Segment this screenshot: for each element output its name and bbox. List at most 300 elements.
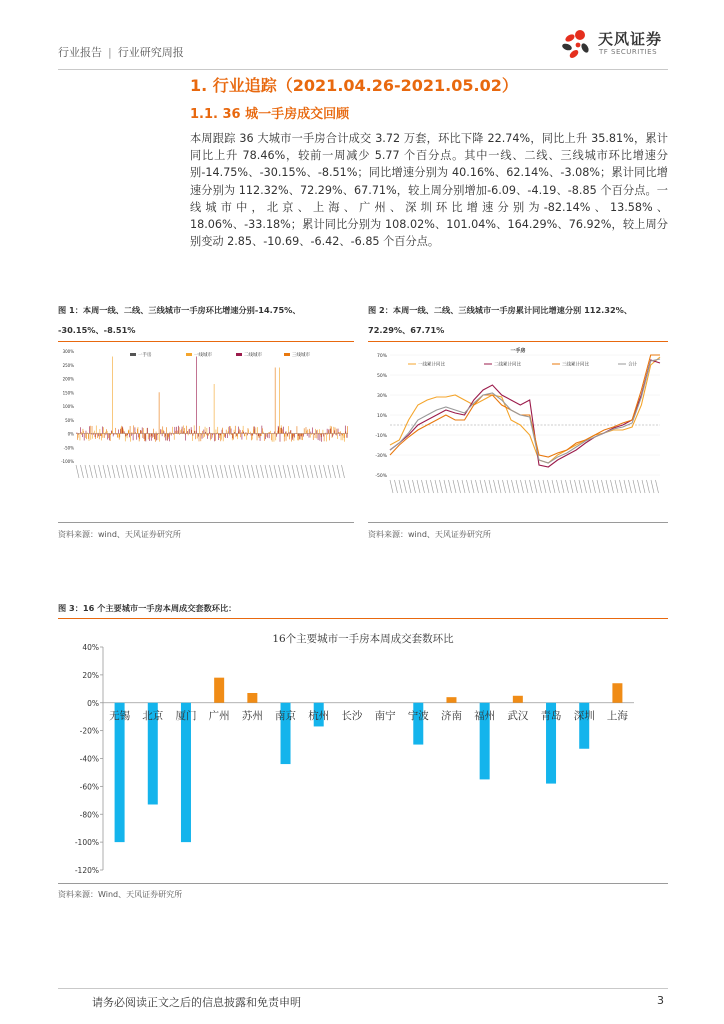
figure1-bar: [282, 429, 283, 433]
figure1-bar: [230, 426, 231, 433]
figure1-bar: [91, 434, 92, 440]
figure1-bar: [195, 434, 196, 440]
figure1-x-tick-label: [342, 465, 345, 478]
figure1-bar: [219, 434, 220, 436]
figure1-bar: [94, 433, 95, 434]
figure1-bar: [270, 431, 271, 434]
figure1-bar: [101, 434, 102, 441]
figure1-bar: [234, 432, 235, 433]
figure1-bar: [126, 434, 127, 437]
figure1-bar: [111, 431, 112, 434]
figure1-bar: [130, 434, 131, 442]
figure1-x-tick-label: [94, 465, 97, 478]
figure1-bar: [99, 434, 100, 440]
figure2-x-tick-label: [426, 480, 429, 493]
figure1-bar: [347, 426, 348, 433]
figure2-x-tick-label: [458, 480, 461, 493]
figure3-top-rule: [58, 618, 668, 619]
header-separator: |: [108, 46, 112, 59]
figure1-bar: [259, 434, 260, 438]
figure3-category-label: 北京: [142, 709, 164, 722]
figure1-y-tick-label: 150%: [62, 390, 74, 396]
figure2-y-tick-label: -30%: [375, 454, 387, 459]
figure1-bar: [327, 429, 328, 434]
figure1-bar: [332, 434, 333, 438]
figure1-x-tick-label: [175, 465, 178, 478]
figure1-bar: [269, 432, 270, 433]
figure1-bar: [153, 434, 154, 437]
figure2-x-tick-label: [471, 480, 474, 493]
figure2-x-tick-label: [647, 480, 650, 493]
figure1-bar: [308, 430, 309, 434]
figure1-x-tick-label: [90, 465, 93, 478]
figure1-bar: [205, 432, 206, 434]
figure3-bar: [181, 703, 191, 842]
figure1-bar: [123, 428, 124, 434]
figure1-x-tick-label: [144, 465, 147, 478]
figure1-bar: [269, 434, 270, 439]
figure1-bar: [97, 434, 98, 438]
figure1-legend-label: 一手房: [138, 353, 152, 358]
figure1-bar: [221, 434, 222, 440]
figure1-bar: [202, 431, 203, 434]
figure2-x-tick-label: [543, 480, 546, 493]
figure1-x-tick-label: [261, 465, 264, 478]
figure1-bar: [241, 432, 242, 433]
figure1-bar: [207, 434, 208, 439]
figure1-x-tick-label: [243, 465, 246, 478]
figure1-bar: [127, 434, 128, 439]
figure1-bar: [214, 384, 215, 434]
figure3-y-tick-label: 0%: [87, 698, 99, 708]
figure1-bar: [264, 434, 265, 441]
figure1-bar: [274, 434, 275, 442]
figure1-bar: [289, 434, 290, 440]
figure1-bar: [258, 434, 259, 437]
figure2-legend-label: 二线累计同比: [494, 362, 521, 368]
figure1-bar: [203, 434, 204, 438]
figure1-bar: [220, 434, 221, 442]
figure1-bar: [337, 434, 338, 439]
figure1-legend-label: 一线城市: [194, 353, 212, 358]
figure3-y-tick-label: 20%: [82, 670, 99, 680]
figure1-bar: [211, 434, 212, 440]
figure1-bar: [142, 434, 143, 438]
company-logo: [558, 26, 668, 64]
figure1-bar: [81, 434, 82, 435]
figure1-bar: [226, 430, 227, 434]
figure1-bar: [129, 434, 130, 438]
figure1-bar: [150, 434, 151, 438]
figure1-bar: [90, 426, 91, 434]
figure1-bar: [98, 434, 99, 437]
figure1-bar: [260, 434, 261, 436]
figure1-bar: [106, 429, 107, 433]
figure1-bar: [215, 434, 216, 441]
figure1-x-tick-label: [108, 465, 111, 478]
figure1-bar: [194, 425, 195, 433]
figure2-x-tick-label: [539, 480, 542, 493]
figure1-bar: [307, 434, 308, 436]
figure2-x-tick-label: [615, 480, 618, 493]
figure1-bar: [80, 434, 81, 441]
figure2-y-tick-label: 30%: [376, 394, 387, 399]
figure1-bar: [98, 433, 99, 434]
figure1-bar: [206, 434, 207, 436]
figure1-bar: [92, 426, 93, 434]
figure3-source: 资料来源：Wind、天风证券研究所: [58, 890, 183, 899]
figure1-bar: [162, 434, 163, 437]
figure1-bar: [286, 434, 287, 441]
figure1-bar: [164, 431, 165, 433]
figure3-bar: [247, 693, 257, 703]
figure1-x-tick-label: [333, 465, 336, 478]
figure1-bar: [201, 434, 202, 436]
figure1-bar: [345, 426, 346, 434]
figure1-bar: [298, 434, 299, 441]
figure1-bar: [303, 434, 304, 435]
figure1-bar: [184, 428, 185, 433]
figure1-bar: [132, 432, 133, 433]
figure1-caption: [58, 300, 358, 340]
figure1-bar: [172, 433, 173, 434]
figure1-bar: [268, 432, 269, 433]
figure1-bar: [311, 434, 312, 435]
figure1-bar: [125, 434, 126, 442]
figure1-bar: [278, 427, 279, 433]
figure1-x-tick-label: [121, 465, 124, 478]
figure1-bar: [283, 427, 284, 434]
figure2-title: 一手房: [510, 348, 526, 354]
figure1-bar: [329, 434, 330, 441]
figure3-category-label: 杭州: [308, 709, 330, 722]
figure2-series-line: [390, 357, 660, 463]
figure1-bar: [179, 427, 180, 433]
figure1-bar: [142, 427, 143, 433]
figure1-bar: [121, 428, 122, 434]
figure1-legend-swatch: [284, 353, 290, 356]
figure1-bar: [246, 432, 247, 433]
figure1-bar: [340, 431, 341, 433]
logo-mark-icon: [558, 26, 596, 62]
figure1-bar: [138, 427, 139, 434]
figure2-x-tick-label: [606, 480, 609, 493]
figure1-bar: [110, 434, 111, 441]
figure1-bar: [134, 434, 135, 435]
figure1-bar: [251, 434, 252, 441]
figure1-bar: [112, 431, 113, 433]
figure1-bar: [141, 430, 142, 433]
figure3-bar: [612, 683, 622, 703]
figure3-bar: [214, 678, 224, 703]
figure1-x-tick-label: [76, 465, 79, 478]
figure1-bar: [182, 427, 183, 434]
figure1-bar: [344, 434, 345, 438]
figure2-x-tick-label: [516, 480, 519, 493]
figure1-x-tick-label: [166, 465, 169, 478]
figure1-bar: [159, 434, 160, 442]
figure3-category-label: 青岛: [540, 709, 562, 722]
figure1-bar: [324, 434, 325, 442]
figure2-x-tick-label: [422, 480, 425, 493]
figure1-bar: [228, 431, 229, 433]
figure1-bar: [133, 425, 134, 433]
figure1-bar: [173, 434, 174, 435]
figure1-bar: [160, 429, 161, 433]
figure3-category-label: 深圳: [573, 709, 595, 722]
figure1-bar: [301, 434, 302, 437]
figure1-x-tick-label: [301, 465, 304, 478]
figure1-x-tick-label: [247, 465, 250, 478]
figure1-bar: [225, 434, 226, 438]
figure1-bar: [136, 434, 137, 440]
figure1-bar: [308, 434, 309, 435]
figure1-bar: [156, 434, 157, 441]
figure1-bar: [106, 434, 107, 436]
figure1-legend-label: 三线城市: [292, 353, 310, 358]
figure1-bar: [146, 434, 147, 442]
figure2-caption: [368, 300, 668, 340]
figure1-bar: [181, 429, 182, 434]
figure1-svg: [58, 343, 354, 521]
figure1-bar: [267, 434, 268, 438]
figure1-x-tick-label: [252, 465, 255, 478]
figure1-x-tick-label: [324, 465, 327, 478]
figure1-bar: [135, 432, 136, 433]
figure1-bar: [252, 434, 253, 440]
figure1-bar: [294, 434, 295, 441]
report-category: [58, 44, 184, 60]
figure2-x-tick-label: [530, 480, 533, 493]
figure1-bar: [243, 432, 244, 434]
figure2-series-line: [390, 355, 660, 457]
figure1-bar: [155, 434, 156, 442]
figure1-bar: [115, 428, 116, 434]
figure1-bar: [223, 433, 224, 434]
figure1-bar: [137, 429, 138, 434]
figure1-bar: [317, 430, 318, 434]
figure1-bar: [154, 434, 155, 440]
figure1-x-tick-label: [288, 465, 291, 478]
figure2-x-tick-label: [566, 480, 569, 493]
figure1-bar: [341, 434, 342, 435]
figure1-bar: [315, 434, 316, 439]
figure1-bar: [216, 434, 217, 435]
figure1-bar: [255, 434, 256, 435]
figure1-bar: [304, 434, 305, 435]
figure1-bar: [326, 434, 327, 442]
figure1-x-tick-label: [157, 465, 160, 478]
figure1-bar: [290, 431, 291, 434]
figure1-bar: [285, 432, 286, 434]
figure1-bar: [265, 434, 266, 435]
figure1-bar: [176, 427, 177, 434]
figure2-y-tick-label: 50%: [376, 374, 387, 379]
figure1-bar: [309, 434, 310, 438]
figure1-bar: [166, 427, 167, 433]
figure1-bar: [312, 434, 313, 435]
figure3-y-tick-label: -80%: [79, 810, 99, 820]
figure2-x-tick-label: [480, 480, 483, 493]
figure1-bar: [116, 434, 117, 435]
figure1-bar: [187, 431, 188, 434]
figure2-x-tick-label: [399, 480, 402, 493]
figure3-category-label: 无锡: [109, 709, 131, 722]
figure1-bar: [80, 427, 81, 433]
figure1-bar: [81, 432, 82, 433]
figure1-x-tick-label: [103, 465, 106, 478]
figure1-bar: [217, 433, 218, 434]
figure1-bar: [172, 427, 173, 434]
figure1-y-tick-label: 300%: [62, 349, 74, 354]
figure1-bar: [248, 428, 249, 433]
figure1-bar: [83, 431, 84, 434]
figure1-bar: [220, 434, 221, 436]
figure1-x-tick-label: [207, 465, 210, 478]
figure1-bar: [84, 434, 85, 441]
figure1-x-tick-label: [292, 465, 295, 478]
figure1-bar: [188, 434, 189, 436]
figure2-x-tick-label: [449, 480, 452, 493]
figure1-bar: [208, 434, 209, 435]
figure1-bar: [339, 432, 340, 433]
figure1-bar: [178, 434, 179, 435]
figure1-bar: [170, 432, 171, 434]
figure2-svg: [368, 343, 668, 521]
figure1-bar: [170, 434, 171, 435]
figure1-bar: [232, 434, 233, 441]
figure1-bar: [233, 434, 234, 440]
figure1-bar: [175, 427, 176, 434]
figure1-x-tick-label: [337, 465, 340, 478]
figure1-caption-line1: 图 1：本周一线、二线、三线城市一手房环比增速分别-14.75%、: [58, 305, 301, 315]
figure1-bar: [329, 429, 330, 433]
figure2-x-tick-label: [512, 480, 515, 493]
figure1-bar: [147, 428, 148, 434]
figure1-bar: [311, 432, 312, 434]
figure1-bar: [135, 427, 136, 433]
figure2-x-tick-label: [408, 480, 411, 493]
figure1-y-tick-label: -50%: [63, 445, 74, 451]
figure3-y-tick-label: 40%: [82, 643, 99, 652]
figure1-bar: [174, 434, 175, 440]
figure1-bar: [101, 434, 102, 436]
figure3-bar: [115, 703, 125, 842]
figure2-x-tick-label: [638, 480, 641, 493]
figure3-category-label: 宁波: [407, 709, 429, 722]
figure1-x-tick-label: [189, 465, 192, 478]
figure1-bar: [327, 434, 328, 435]
figure1-x-tick-label: [310, 465, 313, 478]
figure1-bar: [262, 428, 263, 433]
figure2-chart: [368, 343, 668, 521]
figure1-y-tick-label: 200%: [62, 376, 74, 382]
figure1-legend-swatch: [130, 353, 136, 356]
figure1-x-tick-label: [328, 465, 331, 478]
figure2-x-tick-label: [629, 480, 632, 493]
figure1-bar: [167, 434, 168, 441]
figure2-x-tick-label: [570, 480, 573, 493]
figure1-bar: [240, 430, 241, 433]
figure1-bar: [105, 432, 106, 434]
figure1-bar: [168, 434, 169, 439]
figure1-x-tick-label: [306, 465, 309, 478]
figure1-bar: [100, 434, 101, 436]
figure1-bar: [193, 434, 194, 435]
figure1-bar: [288, 426, 289, 433]
figure2-x-tick-label: [534, 480, 537, 493]
figure1-bar: [287, 434, 288, 436]
figure1-bar: [183, 425, 184, 433]
figure1-bar: [295, 433, 296, 434]
figure1-bar: [118, 429, 119, 433]
figure1-bar: [243, 426, 244, 434]
figure3-category-label: 苏州: [241, 709, 263, 722]
figure1-bar: [161, 430, 162, 434]
figure1-bar: [89, 434, 90, 441]
figure1-bar: [291, 430, 292, 433]
figure1-bar: [223, 434, 224, 442]
figure1-bar: [275, 368, 276, 434]
figure2-x-tick-label: [462, 480, 465, 493]
figure1-bar: [279, 368, 280, 434]
figure1-bar: [113, 434, 114, 435]
figure2-x-tick-label: [633, 480, 636, 493]
figure1-x-tick-label: [319, 465, 322, 478]
figure3-title: 16个主要城市一手房本周成交套数环比: [272, 633, 454, 645]
figure2-caption-line1: 图 2：本周一线、二线、三线城市一手房累计同比增速分别 112.32%、: [368, 305, 633, 315]
figure1-bar: [282, 428, 283, 434]
page-number: 3: [657, 994, 664, 1007]
figure1-bar: [199, 434, 200, 442]
figure1-bar: [188, 429, 189, 433]
brand-name-en: TF SECURITIES: [599, 48, 658, 56]
figure1-bar: [107, 434, 108, 440]
figure3-bar: [513, 696, 523, 703]
figure2-x-tick-label: [575, 480, 578, 493]
figure1-bar: [158, 434, 159, 440]
figure1-legend-label: 二线城市: [244, 353, 262, 358]
figure2-x-tick-label: [593, 480, 596, 493]
figure1-bar: [284, 434, 285, 442]
figure1-bar: [261, 434, 262, 437]
figure1-bar: [333, 427, 334, 434]
figure1-bar: [104, 434, 105, 438]
figure2-x-tick-label: [498, 480, 501, 493]
figure1-bar: [219, 434, 220, 439]
figure1-bar: [202, 434, 203, 439]
figure1-bar: [196, 431, 197, 434]
figure1-bar: [209, 427, 210, 434]
body-paragraph: 本周跟踪 36 大城市一手房合计成交 3.72 万套，环比下降 22.74%，同比上升 35.81%，累计同比上升 78.46%，较前一周减少 5.77 个百分点。其中一线、二线、三线城市环比增速分别-14.75%、-30.15%、-8.51%；同比增速分别为 40.16%、62.14%、-3.08%；累计同比增速分别为 112.32%、72.29%、67.71%，较上周分别增加-6.09、-4.19、-8.85 个百分点。一线城市中，北京、上海、广州、深圳环比增速分别为-82.14%、13.58%、18.06%、-33.18%；累计同比分别为 108.02%、101.04%、164.29%、76.92%，较上周分别变动 2.85、-10.69、-6.42、-6.85 个百分点。: [190, 132, 668, 249]
figure1-bar: [328, 430, 329, 433]
figure1-x-tick-label: [126, 465, 129, 478]
figure1-bar: [118, 434, 119, 438]
figure2-x-tick-label: [435, 480, 438, 493]
figure1-x-tick-label: [148, 465, 151, 478]
figure1-bar: [291, 434, 292, 442]
figure1-x-tick-label: [153, 465, 156, 478]
figure1-bar: [146, 433, 147, 434]
figure1-bar: [163, 430, 164, 434]
figure1-bar: [182, 433, 183, 434]
figure1-bar: [204, 434, 205, 437]
figure1-bar: [165, 434, 166, 441]
figure1-bar: [199, 426, 200, 434]
figure1-bar: [266, 434, 267, 437]
figure1-bar: [132, 434, 133, 435]
figure1-bar: [107, 431, 108, 434]
